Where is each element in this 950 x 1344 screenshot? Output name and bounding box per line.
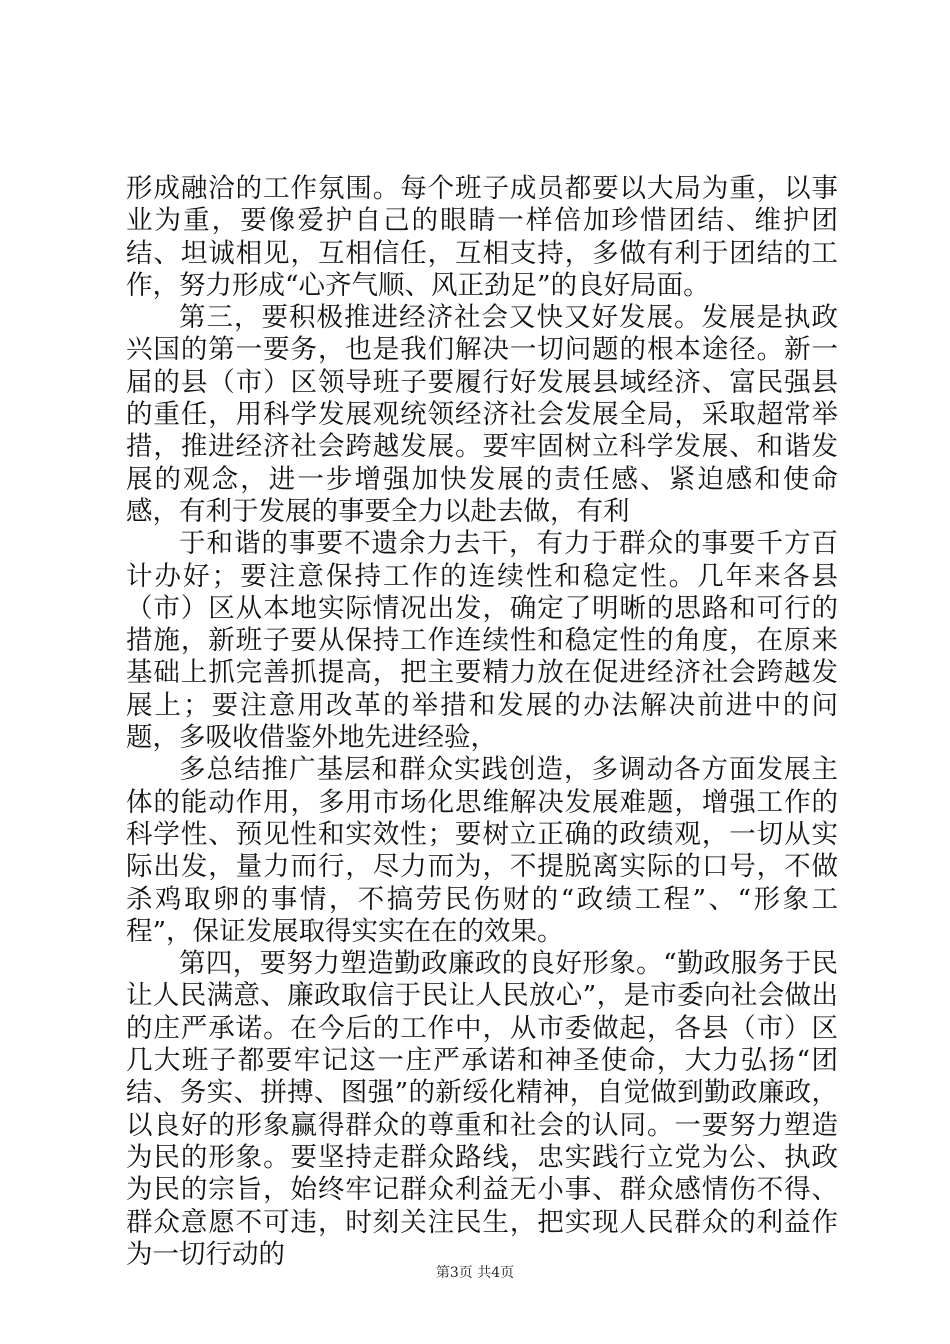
page-footer: 第3页 共4页 bbox=[435, 1265, 515, 1281]
paragraph-5: 第四，要努力塑造勤政廉政的良好形象。“勤政服务于民让人民满意、廉政取信于民让人民放心”，是市委向社会做出的庄严承诺。在今后的工作中，从市委做起，各县（市）区几大班子都要牢记这一庄严承诺和神圣使命，大力弘扬“团结、务实、拼搏、图强”的新绥化精神，自觉做到勤政廉政，以良好的形象赢得群众的尊重和社会的认同。一要努力塑造为民的形象。要坚持走群众路线，忠实践行立党为公、执政为民的宗旨，始终牢记群众利益无小事、群众感情伤不得、群众意愿不可违，时刻关注民生，把实现人民群众的利益作为一切行动的 bbox=[126, 948, 838, 1270]
paragraph-2: 第三，要积极推进经济社会又快又好发展。发展是执政兴国的第一要务，也是我们解决一切问题的根本途径。新一届的县（市）区领导班子要履行好发展县域经济、富民强县的重任，用科学发展观统领经济社会发展全局，采取超常举措，推进经济社会跨越发展。要牢固树立科学发展、和谐发展的观念，进一步增强加快发展的责任感、紧迫感和使命感，有利于发展的事要全力以赴去做，有利 bbox=[126, 302, 838, 527]
paragraph-3: 于和谐的事要不遗余力去干，有力于群众的事要千方百计办好；要注意保持工作的连续性和稳定性。几年来各县（市）区从本地实际情况出发，确定了明晰的思路和可行的措施，新班子要从保持工作连续性和稳定性的角度，在原来基础上抓完善抓提高，把主要精力放在促进经济社会跨越发展上；要注意用改革的举措和发展的办法解决前进中的问题，多吸收借鉴外地先进经验， bbox=[126, 528, 838, 754]
document-body bbox=[126, 173, 838, 1271]
paragraph-4: 多总结推广基层和群众实践创造，多调动各方面发展主体的能动作用，多用市场化思维解决发展难题，增强工作的科学性、预见性和实效性；要树立正确的政绩观，一切从实际出发，量力而行，尽力而为，不提脱离实际的口号，不做杀鸡取卵的事情，不搞劳民伤财的“政绩工程”、“形象工程”，保证发展取得实实在在的效果。 bbox=[126, 754, 838, 947]
paragraph-1: 形成融洽的工作氛围。每个班子成员都要以大局为重，以事业为重，要像爱护自己的眼睛一样倍加珍惜团结、维护团结、坦诚相见，互相信任，互相支持，多做有利于团结的工作，努力形成“心齐气顺、风正劲足”的良好局面。 bbox=[126, 173, 838, 301]
